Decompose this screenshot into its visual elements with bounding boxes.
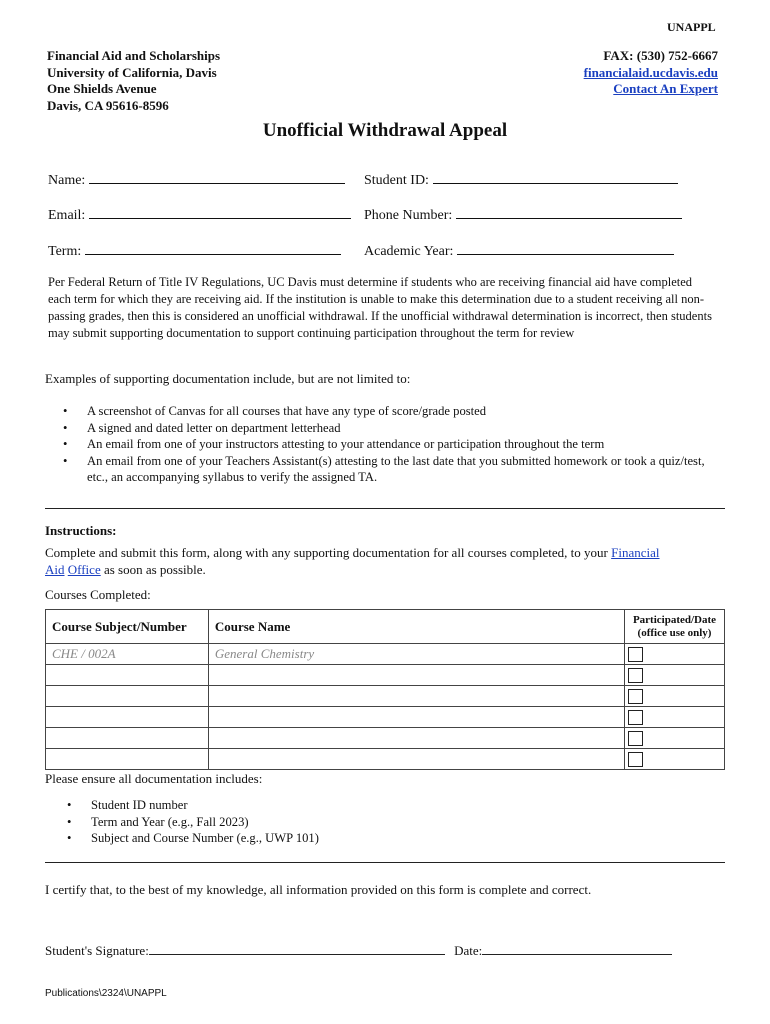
courses-table <box>45 609 725 770</box>
col-course-subject: Course Subject/Number <box>46 610 209 644</box>
ensure-heading: Please ensure all documentation includes: <box>45 771 263 786</box>
list-item: • Student ID number <box>67 797 319 814</box>
list-item: • An email from one of your Teachers Assistant(s) attesting to the last date that you submitted homework or took a quiz/test, etc., an accompanying syllabus to verify the assigned TA. <box>63 453 713 486</box>
signature-label: Student's Signature: <box>45 943 149 958</box>
checkbox[interactable] <box>628 710 643 725</box>
checkbox[interactable] <box>628 731 643 746</box>
term-field[interactable] <box>48 242 341 260</box>
academic-year-input-line[interactable] <box>457 242 674 255</box>
table-header-row <box>46 610 725 644</box>
phone-input-line[interactable] <box>456 206 682 219</box>
participated-cell <box>625 665 725 686</box>
ensure-list <box>67 797 319 847</box>
certification-statement: I certify that, to the best of my knowledge, all information provided on this form is complete and correct. <box>45 882 592 897</box>
participated-cell <box>625 749 725 770</box>
academic-year-label: Academic Year: <box>364 244 454 259</box>
course-subject-cell[interactable] <box>46 707 209 728</box>
contact-expert-link[interactable]: Contact An Expert <box>613 81 718 96</box>
checkbox[interactable] <box>628 668 643 683</box>
list-item: • A screenshot of Canvas for all courses that have any type of score/grade posted <box>63 403 713 420</box>
table-row <box>46 644 725 665</box>
signature-row <box>45 941 672 959</box>
intro-paragraph: Per Federal Return of Title IV Regulations, UC Davis must determine if students who are receiving financial aid have completed each term for which they are receiving aid. If the institution is unable to make this determination due to a student receiving all non-passing grades, then this is considered an unofficial withdrawal. If the unofficial withdrawal determination is incorrect, then students may submit supporting documentation to support continuing participation throughout the term for review <box>48 275 712 340</box>
fax-number: FAX: (530) 752-6667 <box>603 48 718 63</box>
footer-code: Publications\2324\UNAPPL <box>45 988 167 999</box>
city-state-zip: Davis, CA 95616-8596 <box>47 97 169 113</box>
instructions-tail: as soon as possible. <box>100 561 206 577</box>
course-name-cell[interactable] <box>208 686 624 707</box>
col-participated-date <box>625 610 725 644</box>
examples-heading: Examples of supporting documentation include, but are not limited to: <box>45 371 411 386</box>
course-name-cell[interactable] <box>208 728 624 749</box>
instructions-text <box>45 545 710 578</box>
term-label: Term: <box>48 244 82 259</box>
student-id-label: Student ID: <box>364 173 429 188</box>
name-label: Name: <box>48 173 86 188</box>
phone-label: Phone Number: <box>364 208 453 223</box>
signature-line[interactable] <box>149 941 445 955</box>
date-label: Date: <box>454 943 483 958</box>
divider <box>45 862 725 863</box>
examples-list <box>63 403 713 486</box>
checkbox[interactable] <box>628 752 643 767</box>
email-field[interactable] <box>48 206 351 224</box>
table-row <box>46 728 725 749</box>
website-link[interactable]: financialaid.ucdavis.edu <box>583 64 718 80</box>
street-address: One Shields Avenue <box>47 81 157 96</box>
financial-aid-office-link[interactable]: Financial <box>611 545 660 560</box>
email-label: Email: <box>48 208 86 223</box>
course-subject-cell[interactable] <box>46 728 209 749</box>
checkbox[interactable] <box>628 647 643 662</box>
instructions-heading: Instructions: <box>45 523 117 538</box>
course-name-cell[interactable]: General Chemistry <box>208 644 624 665</box>
student-id-input-line[interactable] <box>433 171 678 184</box>
table-row <box>46 686 725 707</box>
office-name: Financial Aid and Scholarships <box>47 48 221 63</box>
col-office-use-label: (office use only) <box>637 626 712 639</box>
col-participated-label: Participated/Date <box>632 613 717 626</box>
list-item: • Subject and Course Number (e.g., UWP 101) <box>67 830 319 847</box>
course-subject-cell[interactable]: CHE / 002A <box>46 644 209 665</box>
list-item: • An email from one of your instructors attesting to your attendance or participation throughout the term <box>63 436 713 453</box>
checkbox[interactable] <box>628 689 643 704</box>
student-id-field[interactable] <box>364 171 678 189</box>
table-row <box>46 707 725 728</box>
course-subject-cell[interactable] <box>46 749 209 770</box>
participated-cell <box>625 644 725 665</box>
participated-cell <box>625 686 725 707</box>
name-field[interactable] <box>48 171 345 189</box>
financial-aid-office-link-office[interactable]: Office <box>67 561 101 577</box>
email-input-line[interactable] <box>89 206 351 219</box>
courses-label: Courses Completed: <box>45 587 151 602</box>
table-row <box>46 665 725 686</box>
course-subject-cell[interactable] <box>46 665 209 686</box>
phone-field[interactable] <box>364 206 682 224</box>
divider <box>45 508 725 509</box>
course-name-cell[interactable] <box>208 749 624 770</box>
date-line[interactable] <box>482 941 672 955</box>
table-row <box>46 749 725 770</box>
col-course-name: Course Name <box>208 610 624 644</box>
list-item: • A signed and dated letter on department letterhead <box>63 420 713 437</box>
course-subject-cell[interactable] <box>46 686 209 707</box>
office-address <box>47 48 220 114</box>
participated-cell <box>625 707 725 728</box>
name-input-line[interactable] <box>89 171 345 184</box>
term-input-line[interactable] <box>85 242 341 255</box>
participated-cell <box>625 728 725 749</box>
list-item: • Term and Year (e.g., Fall 2023) <box>67 814 319 831</box>
financial-aid-office-link-aid[interactable]: Aid <box>45 561 65 577</box>
instructions-body: Complete and submit this form, along with any supporting documentation for all courses completed, to your <box>45 545 612 560</box>
form-code: UNAPPL <box>667 20 716 34</box>
academic-year-field[interactable] <box>364 242 674 260</box>
course-name-cell[interactable] <box>208 707 624 728</box>
contact-block <box>584 48 718 98</box>
course-name-cell[interactable] <box>208 665 624 686</box>
university-name: University of California, Davis <box>47 64 217 80</box>
page-title: Unofficial Withdrawal Appeal <box>262 120 508 141</box>
